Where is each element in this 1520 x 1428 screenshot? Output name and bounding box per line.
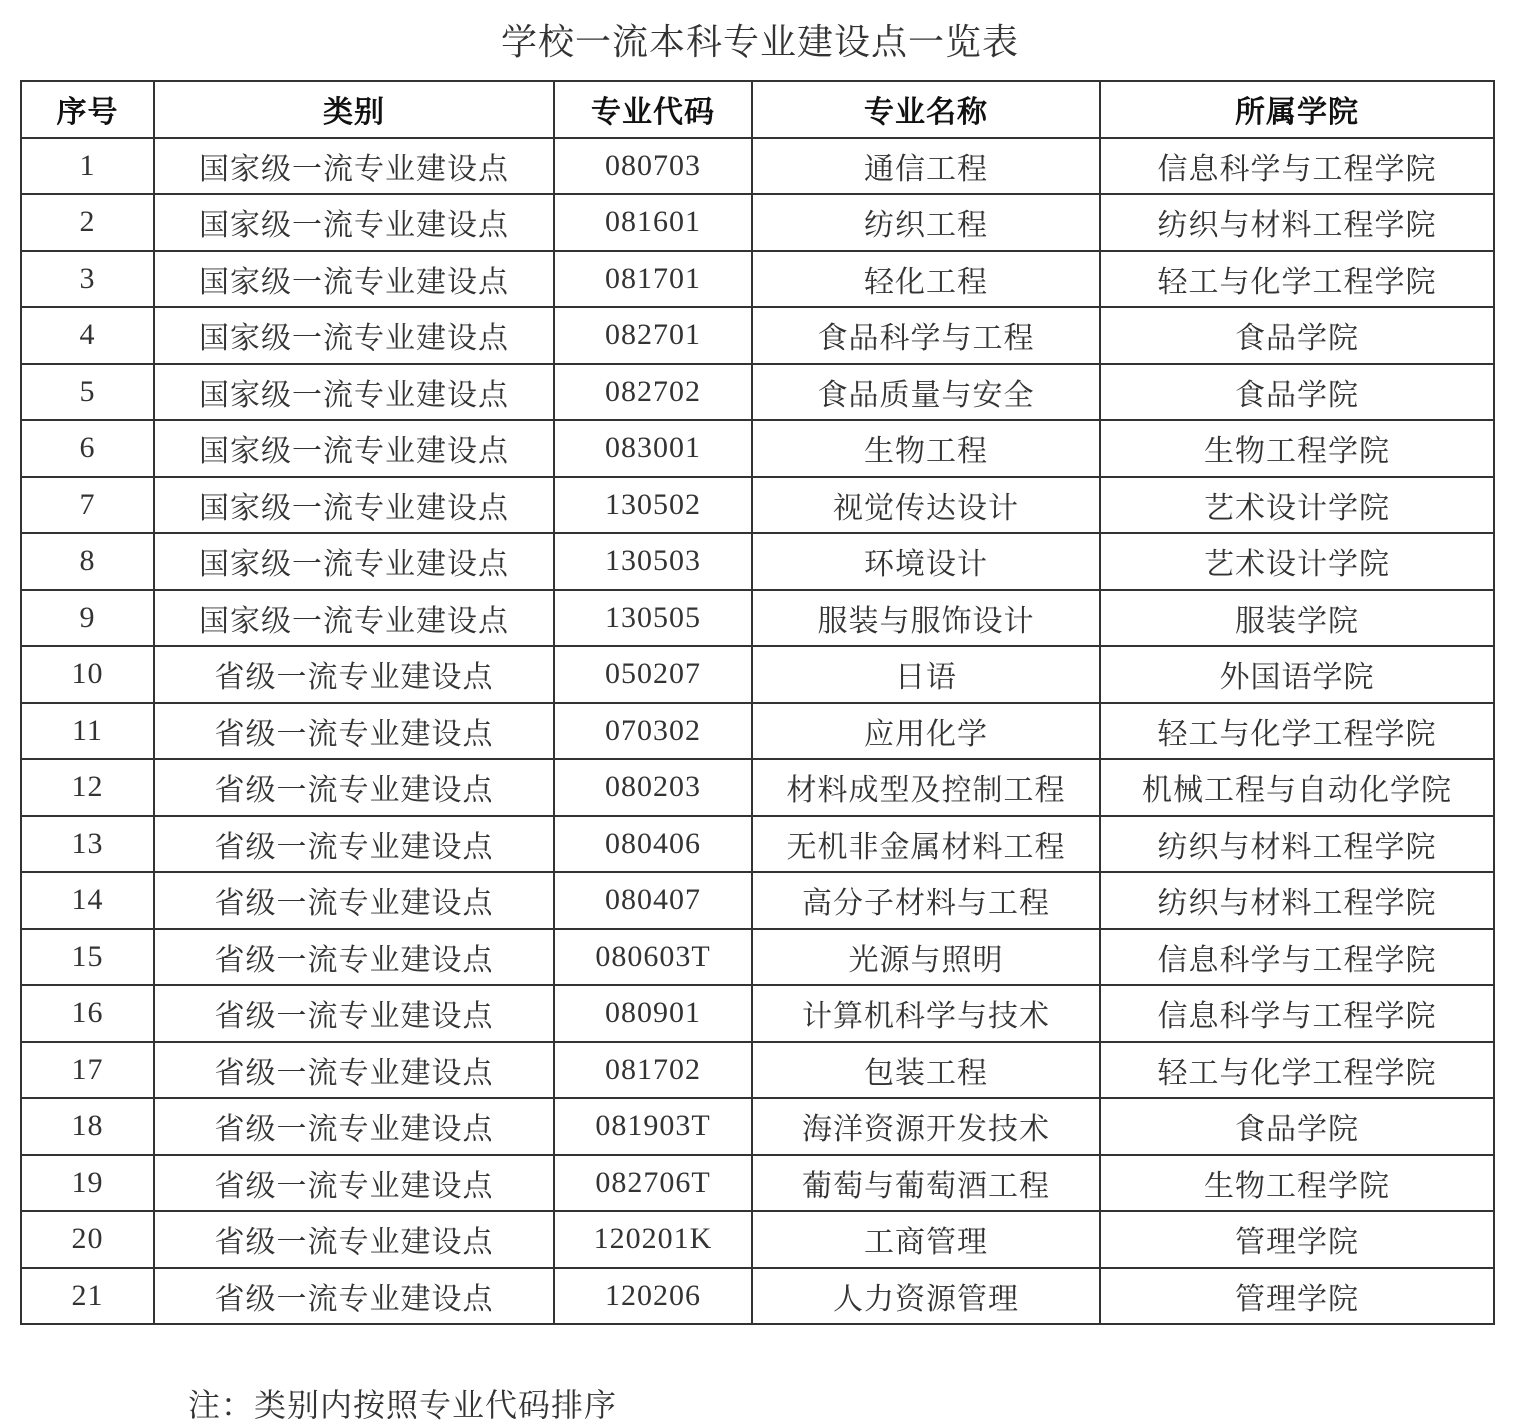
- table-row: [21, 138, 1494, 195]
- cell-category: 省级一流专业建设点: [154, 759, 554, 816]
- table-row: [21, 703, 1494, 760]
- cell-college: 管理学院: [1100, 1268, 1494, 1325]
- cell-major-name: 高分子材料与工程: [752, 872, 1100, 929]
- cell-college: 轻工与化学工程学院: [1100, 703, 1494, 760]
- cell-major-name: 通信工程: [752, 138, 1100, 195]
- cell-college: 服装学院: [1100, 590, 1494, 647]
- cell-major-name: 无机非金属材料工程: [752, 816, 1100, 873]
- cell-major-name: 食品科学与工程: [752, 307, 1100, 364]
- cell-code: 081903T: [554, 1098, 752, 1155]
- cell-college: 食品学院: [1100, 307, 1494, 364]
- cell-code: 081601: [554, 194, 752, 251]
- cell-index: 14: [21, 872, 154, 929]
- cell-category: 国家级一流专业建设点: [154, 138, 554, 195]
- cell-major-name: 人力资源管理: [752, 1268, 1100, 1325]
- table-row: [21, 364, 1494, 421]
- cell-index: 6: [21, 420, 154, 477]
- cell-category: 国家级一流专业建设点: [154, 420, 554, 477]
- table-row: [21, 1042, 1494, 1099]
- cell-category: 国家级一流专业建设点: [154, 307, 554, 364]
- cell-major-name: 生物工程: [752, 420, 1100, 477]
- table-row: [21, 307, 1494, 364]
- cell-category: 省级一流专业建设点: [154, 816, 554, 873]
- cell-category: 国家级一流专业建设点: [154, 533, 554, 590]
- cell-code: 080203: [554, 759, 752, 816]
- cell-college: 纺织与材料工程学院: [1100, 816, 1494, 873]
- cell-index: 8: [21, 533, 154, 590]
- cell-index: 5: [21, 364, 154, 421]
- cell-college: 艺术设计学院: [1100, 533, 1494, 590]
- table-row: [21, 646, 1494, 703]
- table-header-row: [21, 81, 1494, 138]
- cell-code: 130503: [554, 533, 752, 590]
- header-major-name: 专业名称: [752, 81, 1100, 138]
- table-row: [21, 477, 1494, 534]
- table-row: [21, 420, 1494, 477]
- cell-code: 082701: [554, 307, 752, 364]
- cell-code: 081701: [554, 251, 752, 308]
- cell-college: 轻工与化学工程学院: [1100, 251, 1494, 308]
- cell-category: 国家级一流专业建设点: [154, 364, 554, 421]
- cell-major-name: 服装与服饰设计: [752, 590, 1100, 647]
- cell-category: 省级一流专业建设点: [154, 985, 554, 1042]
- cell-index: 18: [21, 1098, 154, 1155]
- cell-category: 省级一流专业建设点: [154, 646, 554, 703]
- footnote: 注：类别内按照专业代码排序: [188, 1387, 618, 1423]
- table-row: [21, 872, 1494, 929]
- cell-major-name: 纺织工程: [752, 194, 1100, 251]
- cell-college: 管理学院: [1100, 1211, 1494, 1268]
- cell-college: 外国语学院: [1100, 646, 1494, 703]
- table-row: [21, 251, 1494, 308]
- cell-major-name: 轻化工程: [752, 251, 1100, 308]
- cell-category: 省级一流专业建设点: [154, 703, 554, 760]
- cell-index: 1: [21, 138, 154, 195]
- cell-code: 080603T: [554, 929, 752, 986]
- cell-index: 10: [21, 646, 154, 703]
- cell-category: 国家级一流专业建设点: [154, 251, 554, 308]
- cell-index: 21: [21, 1268, 154, 1325]
- cell-category: 省级一流专业建设点: [154, 872, 554, 929]
- cell-index: 2: [21, 194, 154, 251]
- cell-college: 食品学院: [1100, 1098, 1494, 1155]
- cell-category: 省级一流专业建设点: [154, 1098, 554, 1155]
- table-row: [21, 816, 1494, 873]
- cell-index: 15: [21, 929, 154, 986]
- cell-college: 纺织与材料工程学院: [1100, 872, 1494, 929]
- cell-category: 省级一流专业建设点: [154, 1268, 554, 1325]
- cell-code: 050207: [554, 646, 752, 703]
- cell-major-name: 视觉传达设计: [752, 477, 1100, 534]
- cell-college: 生物工程学院: [1100, 1155, 1494, 1212]
- table-row: [21, 1098, 1494, 1155]
- cell-index: 12: [21, 759, 154, 816]
- cell-college: 纺织与材料工程学院: [1100, 194, 1494, 251]
- cell-category: 省级一流专业建设点: [154, 1042, 554, 1099]
- cell-college: 信息科学与工程学院: [1100, 138, 1494, 195]
- table-row: [21, 929, 1494, 986]
- cell-index: 9: [21, 590, 154, 647]
- cell-category: 省级一流专业建设点: [154, 1155, 554, 1212]
- cell-code: 120206: [554, 1268, 752, 1325]
- cell-code: 080406: [554, 816, 752, 873]
- cell-category: 省级一流专业建设点: [154, 1211, 554, 1268]
- cell-code: 083001: [554, 420, 752, 477]
- table-body: [21, 138, 1494, 1325]
- cell-category: 省级一流专业建设点: [154, 929, 554, 986]
- cell-code: 082706T: [554, 1155, 752, 1212]
- table-row: [21, 590, 1494, 647]
- cell-index: 16: [21, 985, 154, 1042]
- cell-major-name: 葡萄与葡萄酒工程: [752, 1155, 1100, 1212]
- cell-index: 13: [21, 816, 154, 873]
- header-college: 所属学院: [1100, 81, 1494, 138]
- cell-index: 17: [21, 1042, 154, 1099]
- cell-code: 080407: [554, 872, 752, 929]
- cell-index: 7: [21, 477, 154, 534]
- header-code: 专业代码: [554, 81, 752, 138]
- cell-code: 080703: [554, 138, 752, 195]
- cell-major-name: 海洋资源开发技术: [752, 1098, 1100, 1155]
- table-row: [21, 194, 1494, 251]
- cell-major-name: 日语: [752, 646, 1100, 703]
- page-title: 学校一流本科专业建设点一览表: [500, 22, 1019, 62]
- cell-major-name: 环境设计: [752, 533, 1100, 590]
- table-row: [21, 985, 1494, 1042]
- cell-college: 生物工程学院: [1100, 420, 1494, 477]
- table-row: [21, 1268, 1494, 1325]
- cell-major-name: 工商管理: [752, 1211, 1100, 1268]
- cell-index: 19: [21, 1155, 154, 1212]
- cell-college: 艺术设计学院: [1100, 477, 1494, 534]
- cell-college: 机械工程与自动化学院: [1100, 759, 1494, 816]
- cell-major-name: 光源与照明: [752, 929, 1100, 986]
- table-row: [21, 533, 1494, 590]
- table-row: [21, 1155, 1494, 1212]
- cell-college: 食品学院: [1100, 364, 1494, 421]
- cell-index: 4: [21, 307, 154, 364]
- cell-major-name: 材料成型及控制工程: [752, 759, 1100, 816]
- cell-code: 070302: [554, 703, 752, 760]
- majors-table: [20, 80, 1495, 1325]
- header-index: 序号: [21, 81, 154, 138]
- cell-category: 国家级一流专业建设点: [154, 194, 554, 251]
- cell-college: 信息科学与工程学院: [1100, 985, 1494, 1042]
- cell-major-name: 食品质量与安全: [752, 364, 1100, 421]
- cell-category: 国家级一流专业建设点: [154, 477, 554, 534]
- cell-code: 130502: [554, 477, 752, 534]
- cell-code: 130505: [554, 590, 752, 647]
- cell-code: 120201K: [554, 1211, 752, 1268]
- cell-index: 3: [21, 251, 154, 308]
- table-row: [21, 759, 1494, 816]
- table-row: [21, 1211, 1494, 1268]
- cell-major-name: 计算机科学与技术: [752, 985, 1100, 1042]
- cell-code: 081702: [554, 1042, 752, 1099]
- cell-college: 轻工与化学工程学院: [1100, 1042, 1494, 1099]
- cell-code: 082702: [554, 364, 752, 421]
- header-category: 类别: [154, 81, 554, 138]
- cell-major-name: 包装工程: [752, 1042, 1100, 1099]
- cell-code: 080901: [554, 985, 752, 1042]
- cell-category: 国家级一流专业建设点: [154, 590, 554, 647]
- cell-index: 20: [21, 1211, 154, 1268]
- cell-major-name: 应用化学: [752, 703, 1100, 760]
- cell-index: 11: [21, 703, 154, 760]
- cell-college: 信息科学与工程学院: [1100, 929, 1494, 986]
